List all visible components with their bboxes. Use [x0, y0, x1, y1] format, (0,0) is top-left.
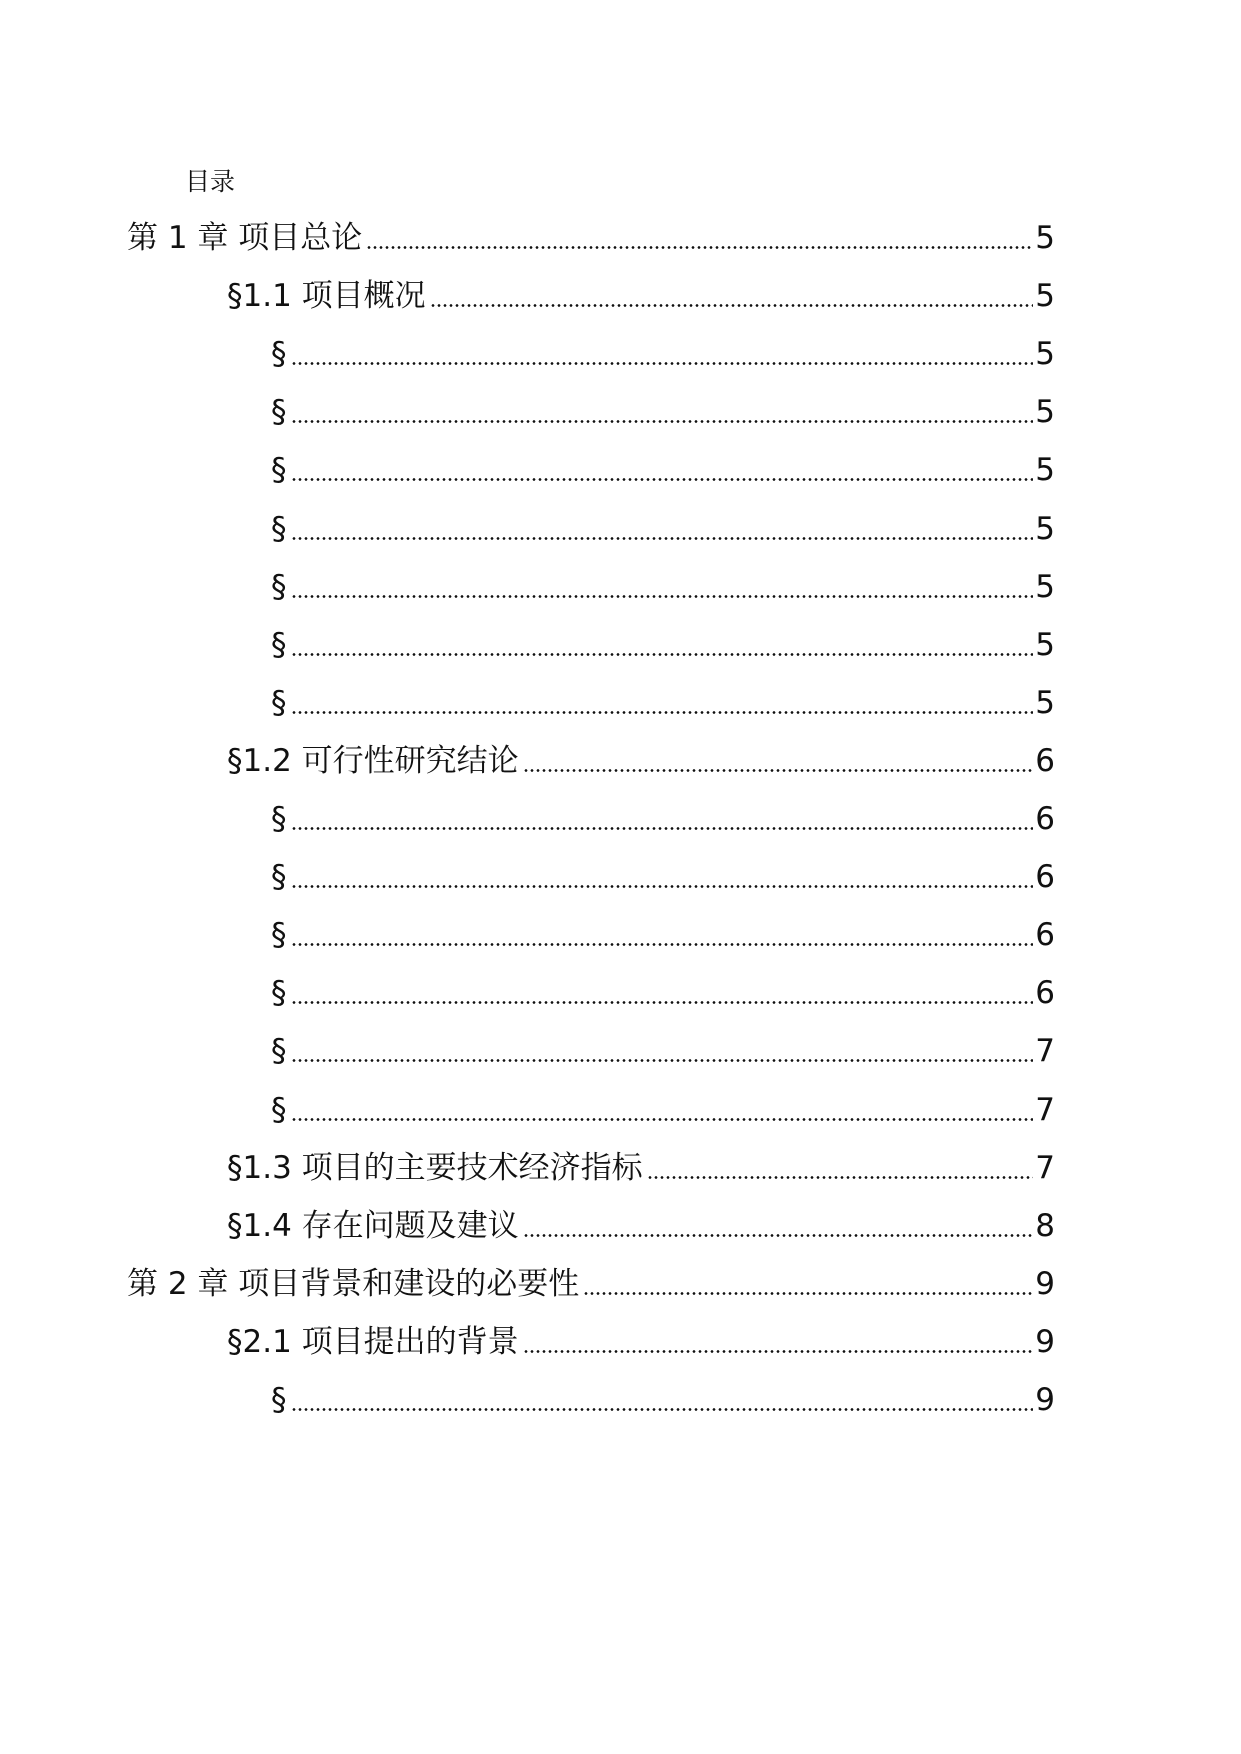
toc-dot-leader	[291, 420, 1034, 423]
toc-entry-label: §	[271, 511, 287, 547]
toc-dot-leader	[291, 595, 1034, 598]
toc-entry-label: §	[271, 685, 287, 721]
toc-page-number: 5	[1035, 278, 1055, 314]
toc-entry[interactable]	[271, 450, 1055, 490]
toc-dot-leader	[291, 1001, 1034, 1004]
toc-page-number: 5	[1035, 394, 1055, 430]
toc-page-number: 6	[1035, 917, 1055, 953]
toc-dot-leader	[291, 885, 1034, 888]
toc-page-number: 7	[1035, 1092, 1055, 1128]
toc-entry[interactable]	[271, 625, 1055, 665]
toc-page-number: 6	[1035, 859, 1055, 895]
toc-entry[interactable]	[271, 915, 1055, 955]
toc-page-number: 6	[1035, 743, 1055, 779]
toc-entry-label: §	[271, 917, 287, 953]
toc-page-number: 5	[1035, 220, 1055, 256]
toc-dot-leader	[291, 711, 1034, 714]
toc-entry[interactable]	[227, 1206, 1055, 1246]
toc-dot-leader	[523, 769, 1034, 772]
toc-entry[interactable]	[271, 973, 1055, 1013]
toc-entry[interactable]	[227, 1322, 1055, 1362]
toc-entry-label: §	[271, 1092, 287, 1128]
toc-page-number: 5	[1035, 511, 1055, 547]
toc-entry-label: §1.2 可行性研究结论	[227, 743, 519, 779]
toc-entry-label: §1.4 存在问题及建议	[227, 1208, 519, 1244]
toc-page-number: 6	[1035, 801, 1055, 837]
toc-dot-leader	[523, 1234, 1034, 1237]
toc-entry[interactable]	[271, 1031, 1055, 1071]
toc-entry-label: §	[271, 1382, 287, 1418]
toc-dot-leader	[291, 1059, 1034, 1062]
toc-page-number: 7	[1035, 1150, 1055, 1186]
toc-page-number: 5	[1035, 569, 1055, 605]
toc-entry-label: §	[271, 452, 287, 488]
toc-entry[interactable]	[271, 392, 1055, 432]
toc-entry-label: §2.1 项目提出的背景	[227, 1324, 519, 1360]
toc-page-number: 5	[1035, 685, 1055, 721]
toc-entry[interactable]	[271, 857, 1055, 897]
toc-entry[interactable]	[271, 799, 1055, 839]
toc-entry[interactable]	[227, 741, 1055, 781]
toc-entry-label: §	[271, 1033, 287, 1069]
toc-dot-leader	[291, 362, 1034, 365]
toc-entry-label: §1.3 项目的主要技术经济指标	[227, 1150, 643, 1186]
toc-entry[interactable]	[271, 1090, 1055, 1130]
toc-entry-label: 第 2 章 项目背景和建设的必要性	[127, 1266, 580, 1302]
toc-page-number: 5	[1035, 336, 1055, 372]
toc-page-number: 5	[1035, 452, 1055, 488]
toc-entry[interactable]	[127, 1264, 1055, 1304]
toc-entry-label: §	[271, 975, 287, 1011]
toc-page-number: 5	[1035, 627, 1055, 663]
toc-entry[interactable]	[127, 218, 1055, 258]
toc-dot-leader	[583, 1292, 1033, 1295]
toc-entry-label: 第 1 章 项目总论	[127, 220, 363, 256]
toc-entry-label: §	[271, 336, 287, 372]
toc-entry[interactable]	[227, 1148, 1055, 1188]
toc-dot-leader	[291, 537, 1034, 540]
toc-entry[interactable]	[271, 567, 1055, 607]
toc-entry[interactable]	[227, 276, 1055, 316]
toc-dot-leader	[291, 827, 1034, 830]
toc-entry-label: §	[271, 627, 287, 663]
toc-dot-leader	[291, 478, 1034, 481]
toc-dot-leader	[291, 1118, 1034, 1121]
toc-page-number: 9	[1035, 1382, 1055, 1418]
toc-page-number: 6	[1035, 975, 1055, 1011]
toc-dot-leader	[291, 1408, 1034, 1411]
toc-dot-leader	[291, 653, 1034, 656]
toc-entry[interactable]	[271, 683, 1055, 723]
toc-dot-leader	[647, 1176, 1034, 1179]
toc-entry[interactable]	[271, 1380, 1055, 1420]
toc-page-number: 9	[1035, 1266, 1055, 1302]
toc-page-number: 7	[1035, 1033, 1055, 1069]
toc-dot-leader	[430, 304, 1034, 307]
toc-entry[interactable]	[271, 334, 1055, 374]
toc-dot-leader	[366, 246, 1033, 249]
toc-page-number: 8	[1035, 1208, 1055, 1244]
toc-entry-label: §	[271, 801, 287, 837]
toc-entry-label: §	[271, 569, 287, 605]
toc-dot-leader	[523, 1350, 1034, 1353]
toc-entry-label: §	[271, 859, 287, 895]
toc-dot-leader	[291, 943, 1034, 946]
toc-page-number: 9	[1035, 1324, 1055, 1360]
toc-entry-label: §	[271, 394, 287, 430]
toc-title: 目录	[185, 167, 236, 196]
toc-entry-label: §1.1 项目概况	[227, 278, 426, 314]
toc-entry[interactable]	[271, 509, 1055, 549]
